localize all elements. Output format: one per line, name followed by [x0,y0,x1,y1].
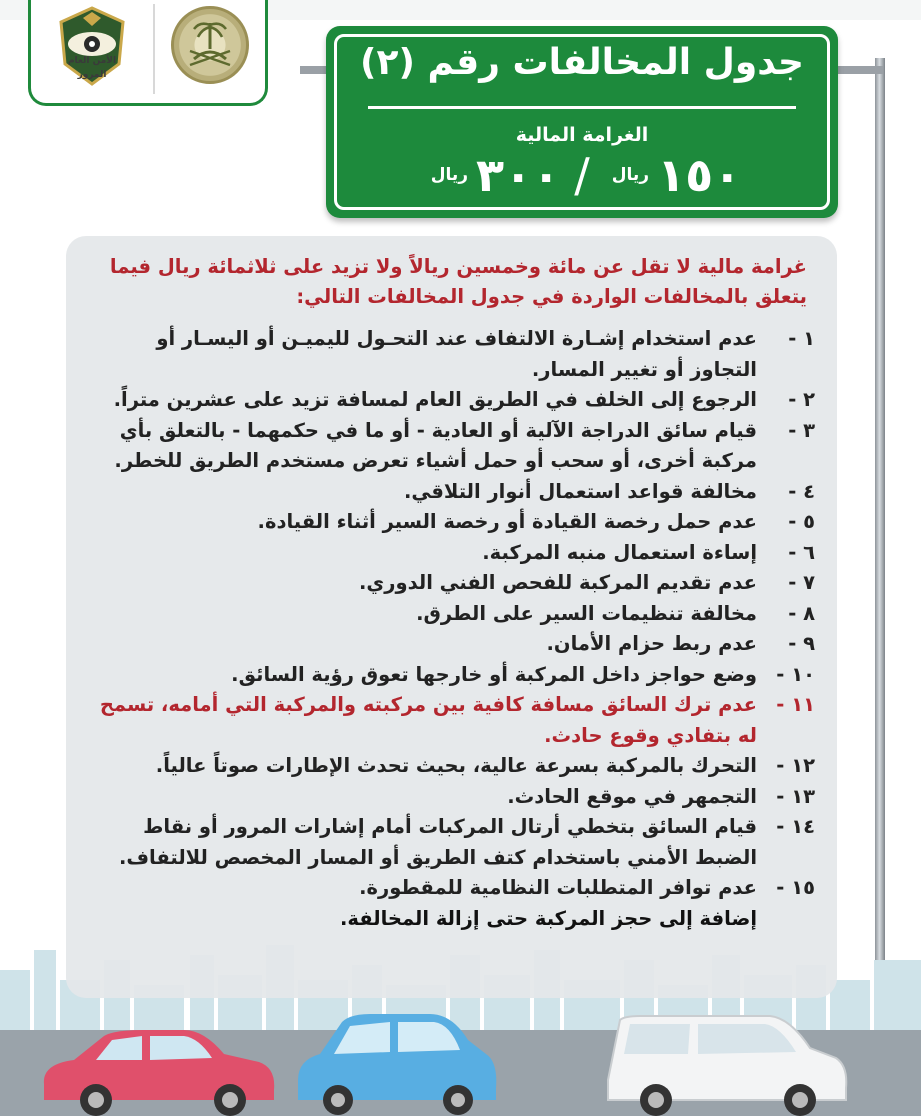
list-item [88,599,815,630]
list-item [88,538,815,569]
traffic-logo-bottom-text: المرور [77,70,107,80]
list-item [88,751,815,782]
violations-panel [66,236,837,998]
item-number: ٥ - [788,510,815,533]
fine-min-amount: ١٥٠ [657,148,742,202]
fine-max-amount: ٣٠٠ [476,148,561,202]
list-item [88,782,815,813]
sign-title: جدول المخالفات رقم (٢) [360,42,804,83]
list-item [88,477,815,508]
item-number: ٣ - [788,418,815,442]
item-text: التجمهر في موقع الحادث. [507,784,757,808]
logo-divider [153,4,155,94]
fine-table-sign [326,26,838,218]
item-text: عدم ربط حزام الأمان. [546,632,757,655]
item-number: ١٥ - [776,876,815,899]
list-item [88,324,815,385]
sign-divider [368,106,796,109]
sign-arm-right [838,66,883,74]
item-number: ٧ - [788,571,815,594]
item-text: التحرك بالمركبة بسرعة عالية، بحيث تحدث الإطارات صوتاً عالياً. [155,754,757,777]
item-text: مخالفة قواعد استعمال أنوار التلاقي. [403,479,757,503]
item-number: ١ - [788,327,815,350]
item-number: ١٤ - [776,815,815,838]
item-text: الرجوع إلى الخلف في الطريق العام لمسافة تزيد على عشرين متراً. [113,388,757,411]
list-item [88,660,815,691]
item-text: قيام سائق الدراجة الآلية أو العادية - أو ما في حكمهما - بالتعلق بأي مركبة أخرى، أو سحب أو حمل أشياء تعرض مستخدم الطريق للخطر. [114,418,757,472]
item-number: ٤ - [788,479,815,503]
item-number: ٦ - [788,540,815,564]
item-text: مخالفة تنظيمات السير على الطرق. [416,601,757,625]
footer-note: إضافة إلى حجز المركبة حتى إزالة المخالفة. [339,906,757,930]
violations-content [88,252,815,934]
item-text: قيام السائق بتخطي أرتال المركبات أمام إشارات المرور أو نقاط الضبط الأمني باستخدام كتف الطريق أو المسار المخصص للالتفاف. [118,815,757,869]
item-text: إساءة استعمال منبه المركبة. [482,540,757,564]
white-car-icon [600,1014,850,1116]
item-number: ١٣ - [776,784,815,808]
ministry-emblem [171,6,249,84]
sign-subtitle: الغرامة المالية [515,124,649,146]
fine-max-currency: ريال [430,165,469,185]
item-number: ١١ - [776,693,815,716]
traffic-logo-top-text: الأمن العام [67,56,117,66]
list-item [88,873,815,904]
list-item [88,568,815,599]
list-item-highlighted [88,690,815,751]
list-item [88,812,815,873]
item-number: ٢ - [788,388,815,411]
logo-box [28,0,268,106]
item-text: عدم ترك السائق مسافة كافية بين مركبته والمركبة التي أمامه، تسمح له بتفادي وقوع حادث. [99,693,757,747]
red-car-icon [34,1024,280,1116]
item-text: عدم توافر المتطلبات النظامية للمقطورة. [359,876,757,899]
item-number: ٨ - [788,601,815,625]
fine-min-currency: ريال [611,165,650,185]
palm-swords-icon [174,9,246,81]
blue-car-icon [290,1010,502,1116]
list-item [88,385,815,416]
item-text: عدم حمل رخصة القيادة أو رخصة السير أثناء القيادة. [257,510,757,533]
item-number: ٩ - [788,632,815,655]
item-number: ١٢ - [776,754,815,777]
violations-list [88,324,815,904]
item-text: عدم تقديم المركبة للفحص الفني الدوري. [359,571,757,594]
intro-text: غرامة مالية لا تقل عن مائة وخمسين ريالاً ولا تزيد على ثلاثمائة ريال فيما يتعلق بالمخالفات الواردة في جدول المخالفات التالي: [109,255,807,308]
traffic-police-logo [53,4,131,88]
list-item [88,416,815,477]
item-text: عدم استخدام إشـارة الالتفاف عند التحـول لليميـن أو اليسـار أو التجاوز أو تغيير المسار. [156,327,757,381]
fine-separator: / [574,148,590,202]
item-number: ١٠ - [776,662,815,686]
item-text: وضع حواجز داخل المركبة أو خارجها تعوق رؤية السائق. [231,662,757,686]
list-item [88,507,815,538]
list-item [88,629,815,660]
fine-range [326,148,838,202]
